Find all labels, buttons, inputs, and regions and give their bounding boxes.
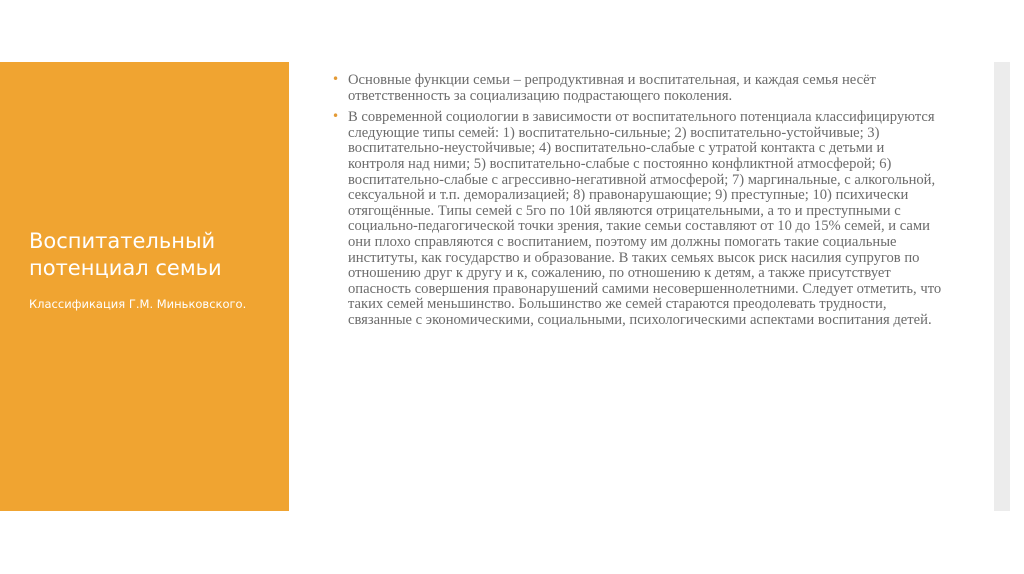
bullet-item-2	[332, 110, 942, 328]
bullet-item-1	[332, 73, 942, 104]
bullet-text-2: В современной социологии в зависимости от воспитательного потенциала классифицируются следующие типы семей: 1) воспитательно-сильные; 2) воспитательно-устойчивые; 3) воспитательно-неустойчивые; 4) воспитательно-слабые с утратой контакта с детьми и контроля над ними; 5) воспитательно-слабые с постоянно конфликтной атмосферой; 6) воспитательно-слабые с агрессивно-негативной атмосферой; 7) маргинальные, с алкогольной, сексуальной и т.п. деморализацией; 8) правонарушающие; 9) преступные; 10) психически отягощённые. Типы семей с 5го по 10й являются отрицательными, а то и преступными с социально-педагогической точки зрения, такие семьи составляют от 10 до 15% семей, и сами они плохо справляются с воспитанием, поэтому им должны помогать такие социальные институты, как государство и образование. В таких семьях высок риск насилия супругов по отношению друг к другу и к, сожалению, по отношению к детям, а также присутствует опасность совершения правонарушений самими несовершеннолетними. Следует отметить, что таких семей меньшинство. Большинство же семей стараются преодолевать трудности, связанные с экономическими, социальными, психологическими аспектами воспитания детей.	[348, 109, 942, 328]
bullet-dot-icon: •	[332, 72, 340, 86]
bullet-dot-icon: •	[332, 109, 340, 124]
slide-title: Воспитательный потенциал семьи	[29, 229, 222, 280]
vertical-scrollbar[interactable]	[994, 62, 1010, 511]
title-panel	[0, 62, 289, 511]
content-list	[332, 73, 942, 335]
bullet-text-1: Основные функции семьи – репродуктивная и воспитательная, и каждая семья несёт ответственность за социализацию подрастающего поколения.	[348, 72, 876, 104]
slide-subtitle: Классификация Г.М. Миньковского.	[29, 297, 247, 311]
